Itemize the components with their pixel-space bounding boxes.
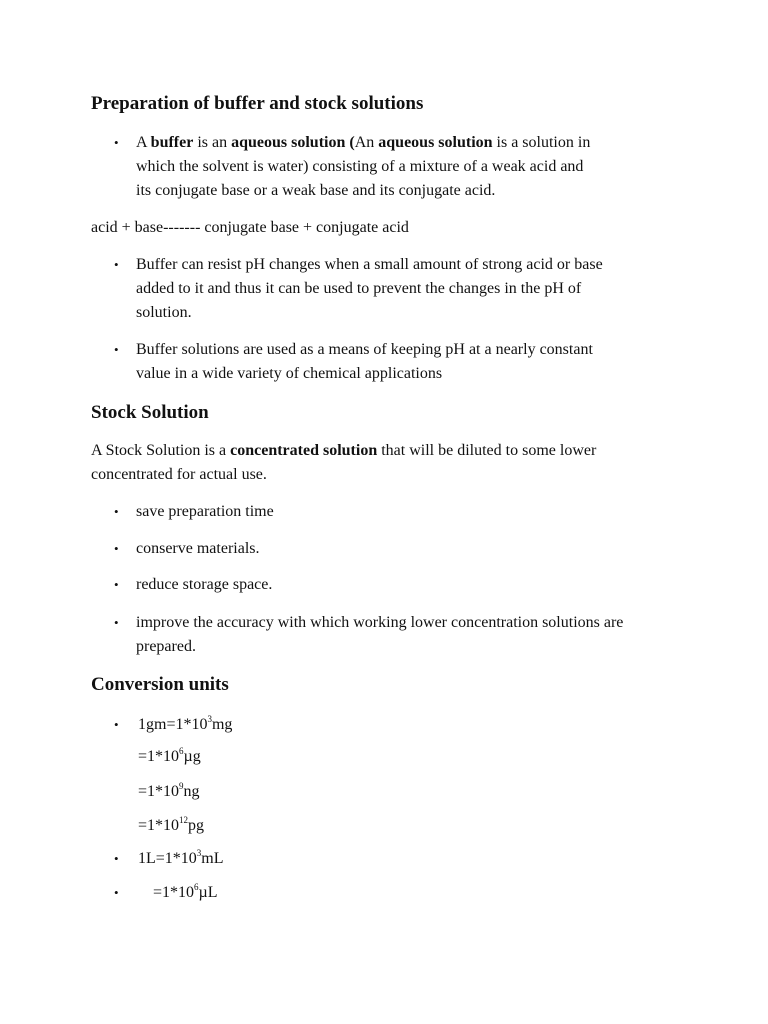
heading-stock-solution: Stock Solution xyxy=(91,402,209,423)
buffer-definition-line-3: its conjugate base or a weak base and its conjugate acid. xyxy=(136,182,496,199)
stock-benefit-item: conserve materials. xyxy=(136,540,260,557)
bullet-marker: • xyxy=(114,615,119,630)
buffer-resist-line-3: solution. xyxy=(136,304,192,321)
conversion-row: $1L=1*10^3mL$ xyxy=(138,847,224,867)
buffer-resist-line-1: Buffer can resist pH changes when a small amount of strong acid or base xyxy=(136,256,603,273)
heading-buffer-stock: Preparation of buffer and stock solutions xyxy=(91,93,424,114)
bullet-marker: • xyxy=(114,851,119,866)
stock-intro-line-2: concentrated for actual use. xyxy=(91,466,267,483)
bullet-marker: • xyxy=(114,257,119,272)
buffer-definition-line-1: A buffer is an aqueous solution (An aqueous solution is a solution in xyxy=(136,134,591,151)
stock-benefit-item: save preparation time xyxy=(136,503,274,520)
bullet-marker: • xyxy=(114,541,119,556)
buffer-uses-line-2: value in a wide variety of chemical applications xyxy=(136,365,443,382)
stock-intro-line-1: A Stock Solution is a concentrated solution that will be diluted to some lower xyxy=(91,442,597,459)
buffer-definition-line-2: which the solvent is water) consisting of a mixture of a weak acid and xyxy=(136,158,584,175)
bullet-marker: • xyxy=(114,577,119,592)
buffer-uses-line-1: Buffer solutions are used as a means of keeping pH at a nearly constant xyxy=(136,341,593,358)
conversion-row: $=1*10^9ng$ xyxy=(138,780,200,800)
stock-benefit-item: reduce storage space. xyxy=(136,576,273,593)
bullet-marker: • xyxy=(114,717,119,732)
stock-accuracy-line-1: improve the accuracy with which working lower concentration solutions are xyxy=(136,614,624,631)
heading-conversion-units: Conversion units xyxy=(91,674,229,695)
buffer-equation: acid + base------- conjugate base + conjugate acid xyxy=(91,219,409,236)
conversion-row: $=1*10^6\mu L$ xyxy=(153,881,218,901)
bullet-marker: • xyxy=(114,504,119,519)
stock-accuracy-line-2: prepared. xyxy=(136,638,196,655)
conversion-row: $=1*10^6\mu g$ xyxy=(138,745,201,765)
conversion-row: $=1*10^{12}pg$ xyxy=(138,814,205,834)
bullet-marker: • xyxy=(114,342,119,357)
bullet-marker: • xyxy=(114,885,119,900)
conversion-row: $1gm=1*10^3mg$ xyxy=(138,713,233,733)
buffer-resist-line-2: added to it and thus it can be used to prevent the changes in the pH of xyxy=(136,280,582,297)
bullet-marker: • xyxy=(114,135,119,150)
